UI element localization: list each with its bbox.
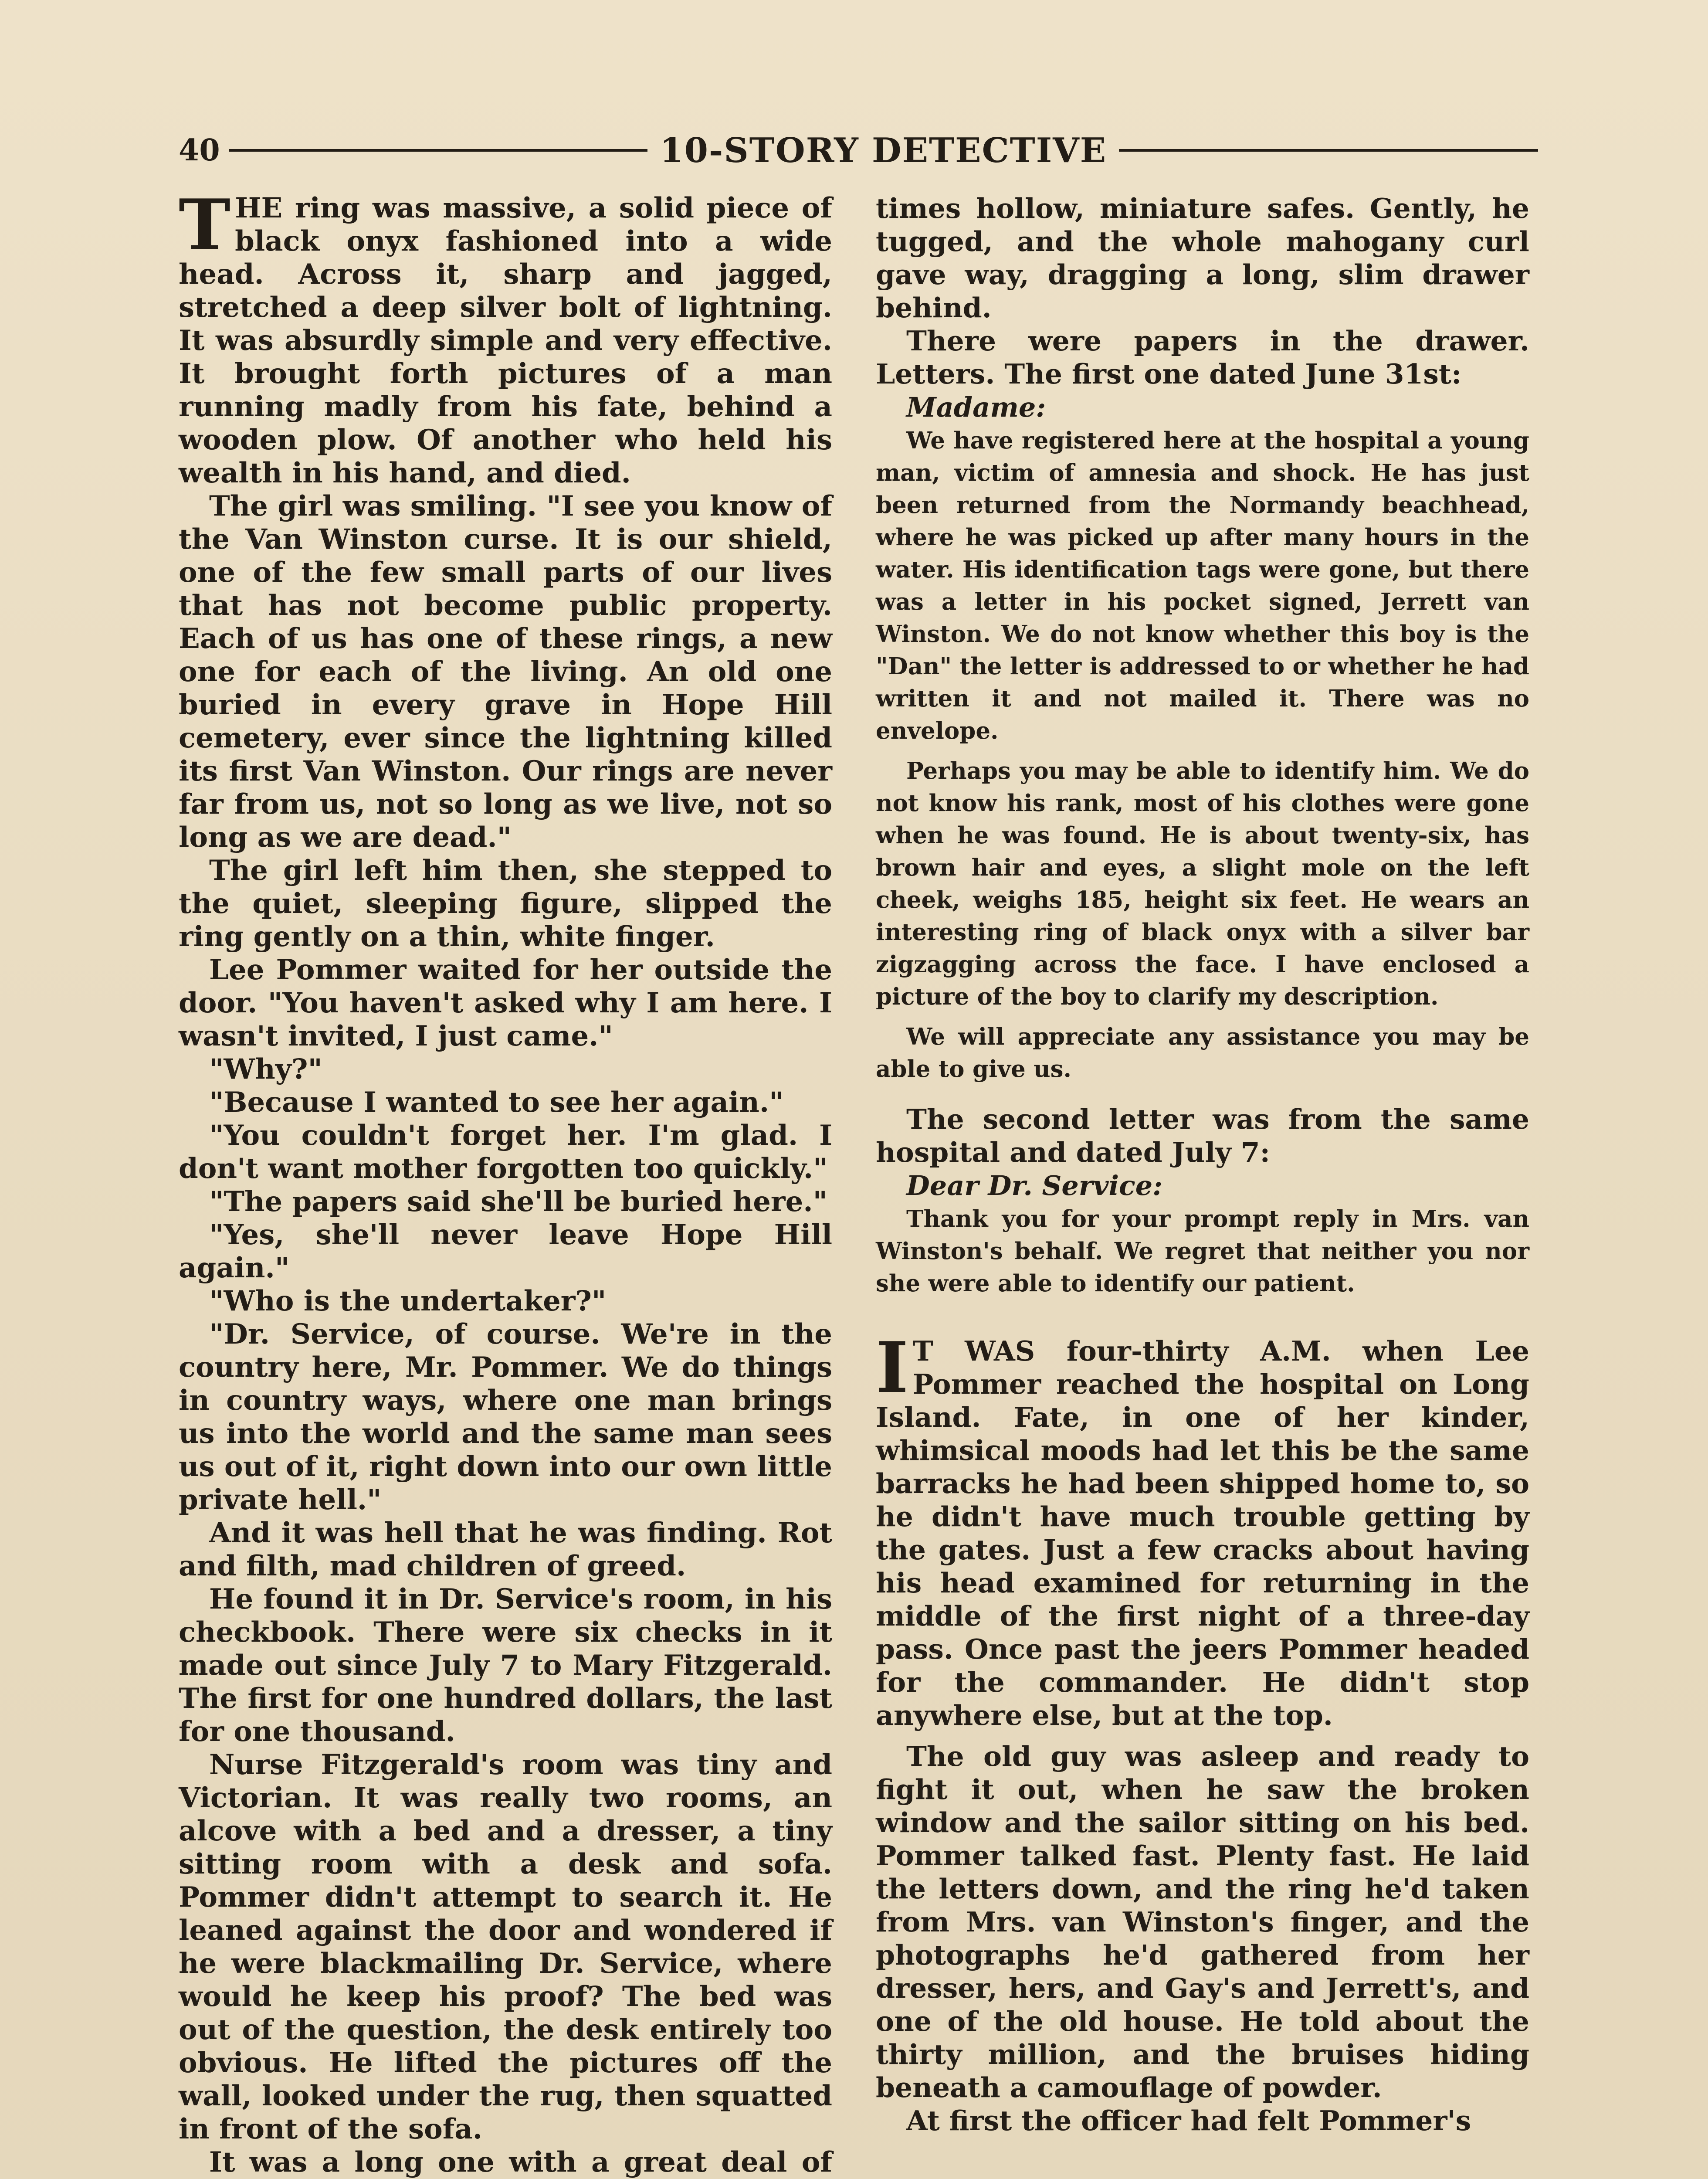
first-letter [876, 424, 1529, 1085]
opening-paragraph [179, 184, 832, 490]
paragraph: "You couldn't forget her. I'm glad. I don't want mother forgotten too quickly." [179, 1119, 832, 1185]
magazine-title: 10-STORY DETECTIVE [660, 130, 1107, 170]
paragraph: Lee Pommer waited for her outside the door. "You haven't asked why I am here. I wasn't invited, I just came." [179, 954, 832, 1052]
letter-paragraph: We will appreciate any assistance you may be able to give us. [876, 1023, 1529, 1083]
letter-paragraph: Thank you for your prompt reply in Mrs. van Winston's behalf. We regret that neither you nor she were able to identify our patient. [876, 1205, 1529, 1297]
letter-salutation: Madame: [906, 391, 1046, 423]
paragraph: "Dr. Service, of course. We're in the country here, Mr. Pommer. We do things in country ways, where one man brings us into the world and the same man sees us out of it, right down into our own little private hell." [179, 1318, 832, 1516]
paragraph: The girl was smiling. "I see you know of the Van Winston curse. It is our shield, one of the few small parts of our lives that has not become public property. Each of us has one of these rings, a new one for each of the living. An old one buried in every grave in Hope Hill cemetery, ever since the lightning killed its first Van Winston. Our rings are never far from us, not so long as we live, not so long as we are dead." [179, 490, 832, 854]
opening-text: HE ring was massive, a solid piece of black onyx fashioned into a wide head. Across it, sharp and jagged, stretched a deep silver bolt of lightning. It was absurdly simple and very effective. It brought forth pictures of a man running madly from his fate, behind a wooden plow. Of another who held his wealth in his hand, and died. [179, 192, 832, 489]
paragraph: There were papers in the drawer. Letters. The first one dated June 31st: [876, 325, 1529, 390]
paragraph: The old guy was asleep and ready to fight it out, when he saw the broken window and the sailor sitting on his bed. Pommer talked fast. Plenty fast. He laid the letters down, and the ring he'd taken from Mrs. van Winston's finger, and the photographs he'd gathered from her dresser, hers, and Gay's and Jerrett's, and one of the old house. He told about the thirty million, and the bruises hiding beneath a camouflage of powder. [876, 1740, 1529, 2104]
paragraph: At first the officer had felt Pommer's [906, 2104, 1471, 2137]
header-rule-right [1119, 149, 1538, 152]
page-number: 40 [179, 133, 220, 168]
paragraph: "Who is the undertaker?" [209, 1285, 607, 1317]
letter-salutation: Dear Dr. Service: [906, 1170, 1163, 1202]
continuation-paragraph: times hollow, miniature safes. Gently, he tugged, and the whole mahogany curl gave way, dragging a long, slim drawer behind. [876, 192, 1529, 324]
drop-cap: I [876, 1327, 908, 1409]
letter-paragraph: We have registered here at the hospital a young man, victim of amnesia and shock. He has just been returned from the Normandy beachhead, where he was picked up after many hours in the water. His identification tags were gone, but there was a letter in his pocket signed, Jerrett van Winston. We do not know whether this boy is the "Dan" the letter is addressed to or whether he had written it and not mailed it. There was no envelope. [876, 427, 1529, 744]
paragraph: "The papers said she'll be buried here." [209, 1185, 827, 1218]
header-rule-left [229, 149, 648, 152]
drop-cap: T [179, 184, 231, 266]
paragraph: The second letter was from the same hospital and dated July 7: [876, 1103, 1529, 1168]
left-column [179, 184, 832, 2179]
paragraph: He found it in Dr. Service's room, in his checkbook. There were six checks in it made out since July 7 to Mary Fitzgerald. The first for one hundred dollars, the last for one thousand. [179, 1583, 832, 1748]
letter-paragraph: Perhaps you may be able to identify him. We do not know his rank, most of his clothes were gone when he was found. He is about twenty-six, has brown hair and eyes, a slight mole on the left cheek, weighs 185, height six feet. He wears an interesting ring of black onyx with a silver bar zigzagging across the face. I have enclosed a picture of the boy to clarify my description. [876, 757, 1529, 1010]
running-header [179, 126, 1538, 174]
paragraph: And it was hell that he was finding. Rot and filth, mad children of greed. [179, 1517, 832, 1582]
paragraph: "Because I wanted to see her again." [209, 1086, 784, 1119]
paragraph: "Why?" [209, 1053, 322, 1086]
section-opening-text: T WAS four-thirty A.M. when Lee Pommer reached the hospital on Long Island. Fate, in one of her kinder, whimsical moods had let this be the same barracks he had been shipped home to, so he didn't have much trouble getting by the gates. Just a few cracks about having his head examined for returning in the middle of the first night of a three-day pass. Once past the jeers Pommer headed for the commander. He didn't stop anywhere else, but at the top. [876, 1335, 1529, 1731]
paragraph: "Yes, she'll never leave Hope Hill again." [179, 1218, 832, 1284]
paragraph: It was a long one with a great deal of [209, 2146, 832, 2179]
right-column [876, 192, 1529, 2137]
paragraph: The girl left him then, she stepped to the quiet, sleeping figure, slipped the ring gently on a thin, white finger. [179, 854, 832, 953]
second-letter [876, 1203, 1529, 1300]
paragraph: Nurse Fitzgerald's room was tiny and Victorian. It was really two rooms, an alcove with a bed and a dresser, a tiny sitting room with a desk and sofa. Pommer didn't attempt to search it. He leaned against the door and wondered if he were blackmailing Dr. Service, where would he keep his proof? The bed was out of the question, the desk entirely too obvious. He lifted the pictures off the wall, looked under the rug, then squatted in front of the sofa. [179, 1748, 832, 2145]
section-opening-paragraph [876, 1327, 1529, 1732]
